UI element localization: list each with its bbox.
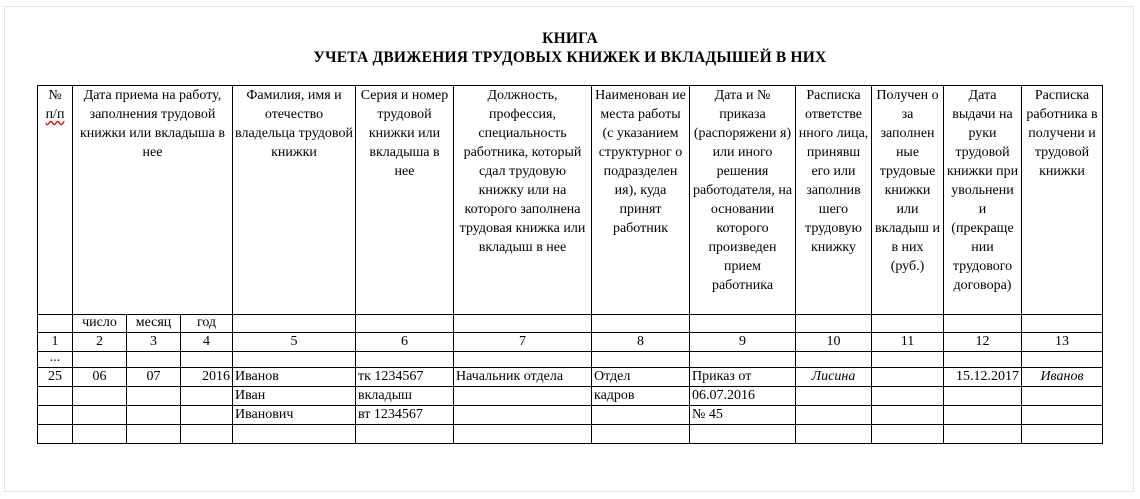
column-number: 12	[944, 333, 1022, 352]
entry-day: 06	[73, 368, 127, 387]
header-no: № п/п	[38, 86, 73, 315]
entry-employee-sign: Иванов	[1022, 368, 1103, 387]
entry-order-date: 06.07.2016	[690, 387, 796, 406]
header-issue-date: Дата выдачи на руки трудовой книжки при увольнени и (прекраще нии трудового договора)	[944, 86, 1022, 315]
header-employee-sign: Расписка работника в получени и трудовой книжки	[1022, 86, 1103, 315]
document-subtitle: УЧЕТА ДВИЖЕНИЯ ТРУДОВЫХ КНИЖЕК И ВКЛАДЫШЕЙ В НИХ	[313, 49, 827, 66]
entry-issue-date: 15.12.2017	[944, 368, 1022, 387]
column-number: 2	[73, 333, 127, 352]
entry-year: 2016	[181, 368, 233, 387]
header-row	[38, 86, 1103, 315]
entry-month: 07	[127, 368, 181, 387]
table-row	[38, 387, 1103, 406]
entry-name: Иван	[233, 387, 356, 406]
table-row	[38, 406, 1103, 425]
header-payment: Получен о за заполнен ные трудовые книжки или вкладыш и в них (руб.)	[872, 86, 944, 315]
column-number-row	[38, 333, 1103, 352]
subheader-row	[38, 315, 1103, 333]
header-responsible-sign: Расписка ответстве нного лица, принявш его или заполнив шего трудовую книжку	[796, 86, 872, 315]
header-book-series: Серия и номер трудовой книжки или вкладыша в нее	[356, 86, 454, 315]
entry-book-number: тк 1234567	[356, 368, 454, 387]
subheader-month: месяц	[127, 315, 181, 333]
entry-responsible-sign: Лисина	[796, 368, 872, 387]
register-table	[37, 85, 1103, 444]
column-number: 13	[1022, 333, 1103, 352]
entry-number: 25	[38, 368, 73, 387]
entry-book-insert: вкладыш	[356, 387, 454, 406]
entry-insert-number: вт 1234567	[356, 406, 454, 425]
column-number: 9	[690, 333, 796, 352]
ellipsis: ...	[38, 352, 73, 368]
header-workplace: Наименован ие места работы (с указанием структурног о подразделен ия), куда принят работник	[592, 86, 690, 315]
header-full-name: Фамилия, имя и отечество владельца трудовой книжки	[233, 86, 356, 315]
subheader-day: число	[73, 315, 127, 333]
column-number: 7	[454, 333, 592, 352]
entry-order-number: № 45	[690, 406, 796, 425]
table-row	[38, 425, 1103, 444]
header-date: Дата приема на работу, заполнения трудовой книжки или вкладыша в нее	[73, 86, 233, 315]
entry-order: Приказ от	[690, 368, 796, 387]
entry-department-cont: кадров	[592, 387, 690, 406]
column-number: 8	[592, 333, 690, 352]
entry-surname: Иванов	[233, 368, 356, 387]
table-row	[38, 368, 1103, 387]
entry-position: Начальник отдела	[454, 368, 592, 387]
column-number: 4	[181, 333, 233, 352]
ellipsis-row	[38, 352, 1103, 368]
entry-patronymic: Иванович	[233, 406, 356, 425]
header-order: Дата и № приказа (распоряжени я) или иного решения работодателя, на основании которого произведен прием работника	[690, 86, 796, 315]
column-number: 3	[127, 333, 181, 352]
entry-department: Отдел	[592, 368, 690, 387]
column-number: 5	[233, 333, 356, 352]
document-title: КНИГА	[542, 30, 598, 47]
column-number: 11	[872, 333, 944, 352]
subheader-year: год	[181, 315, 233, 333]
column-number: 10	[796, 333, 872, 352]
column-number: 6	[356, 333, 454, 352]
header-position: Должность, профессия, специальность работника, который сдал трудовую книжку или на которого заполнена трудовая книжка или вкладыш в нее	[454, 86, 592, 315]
column-number: 1	[38, 333, 73, 352]
